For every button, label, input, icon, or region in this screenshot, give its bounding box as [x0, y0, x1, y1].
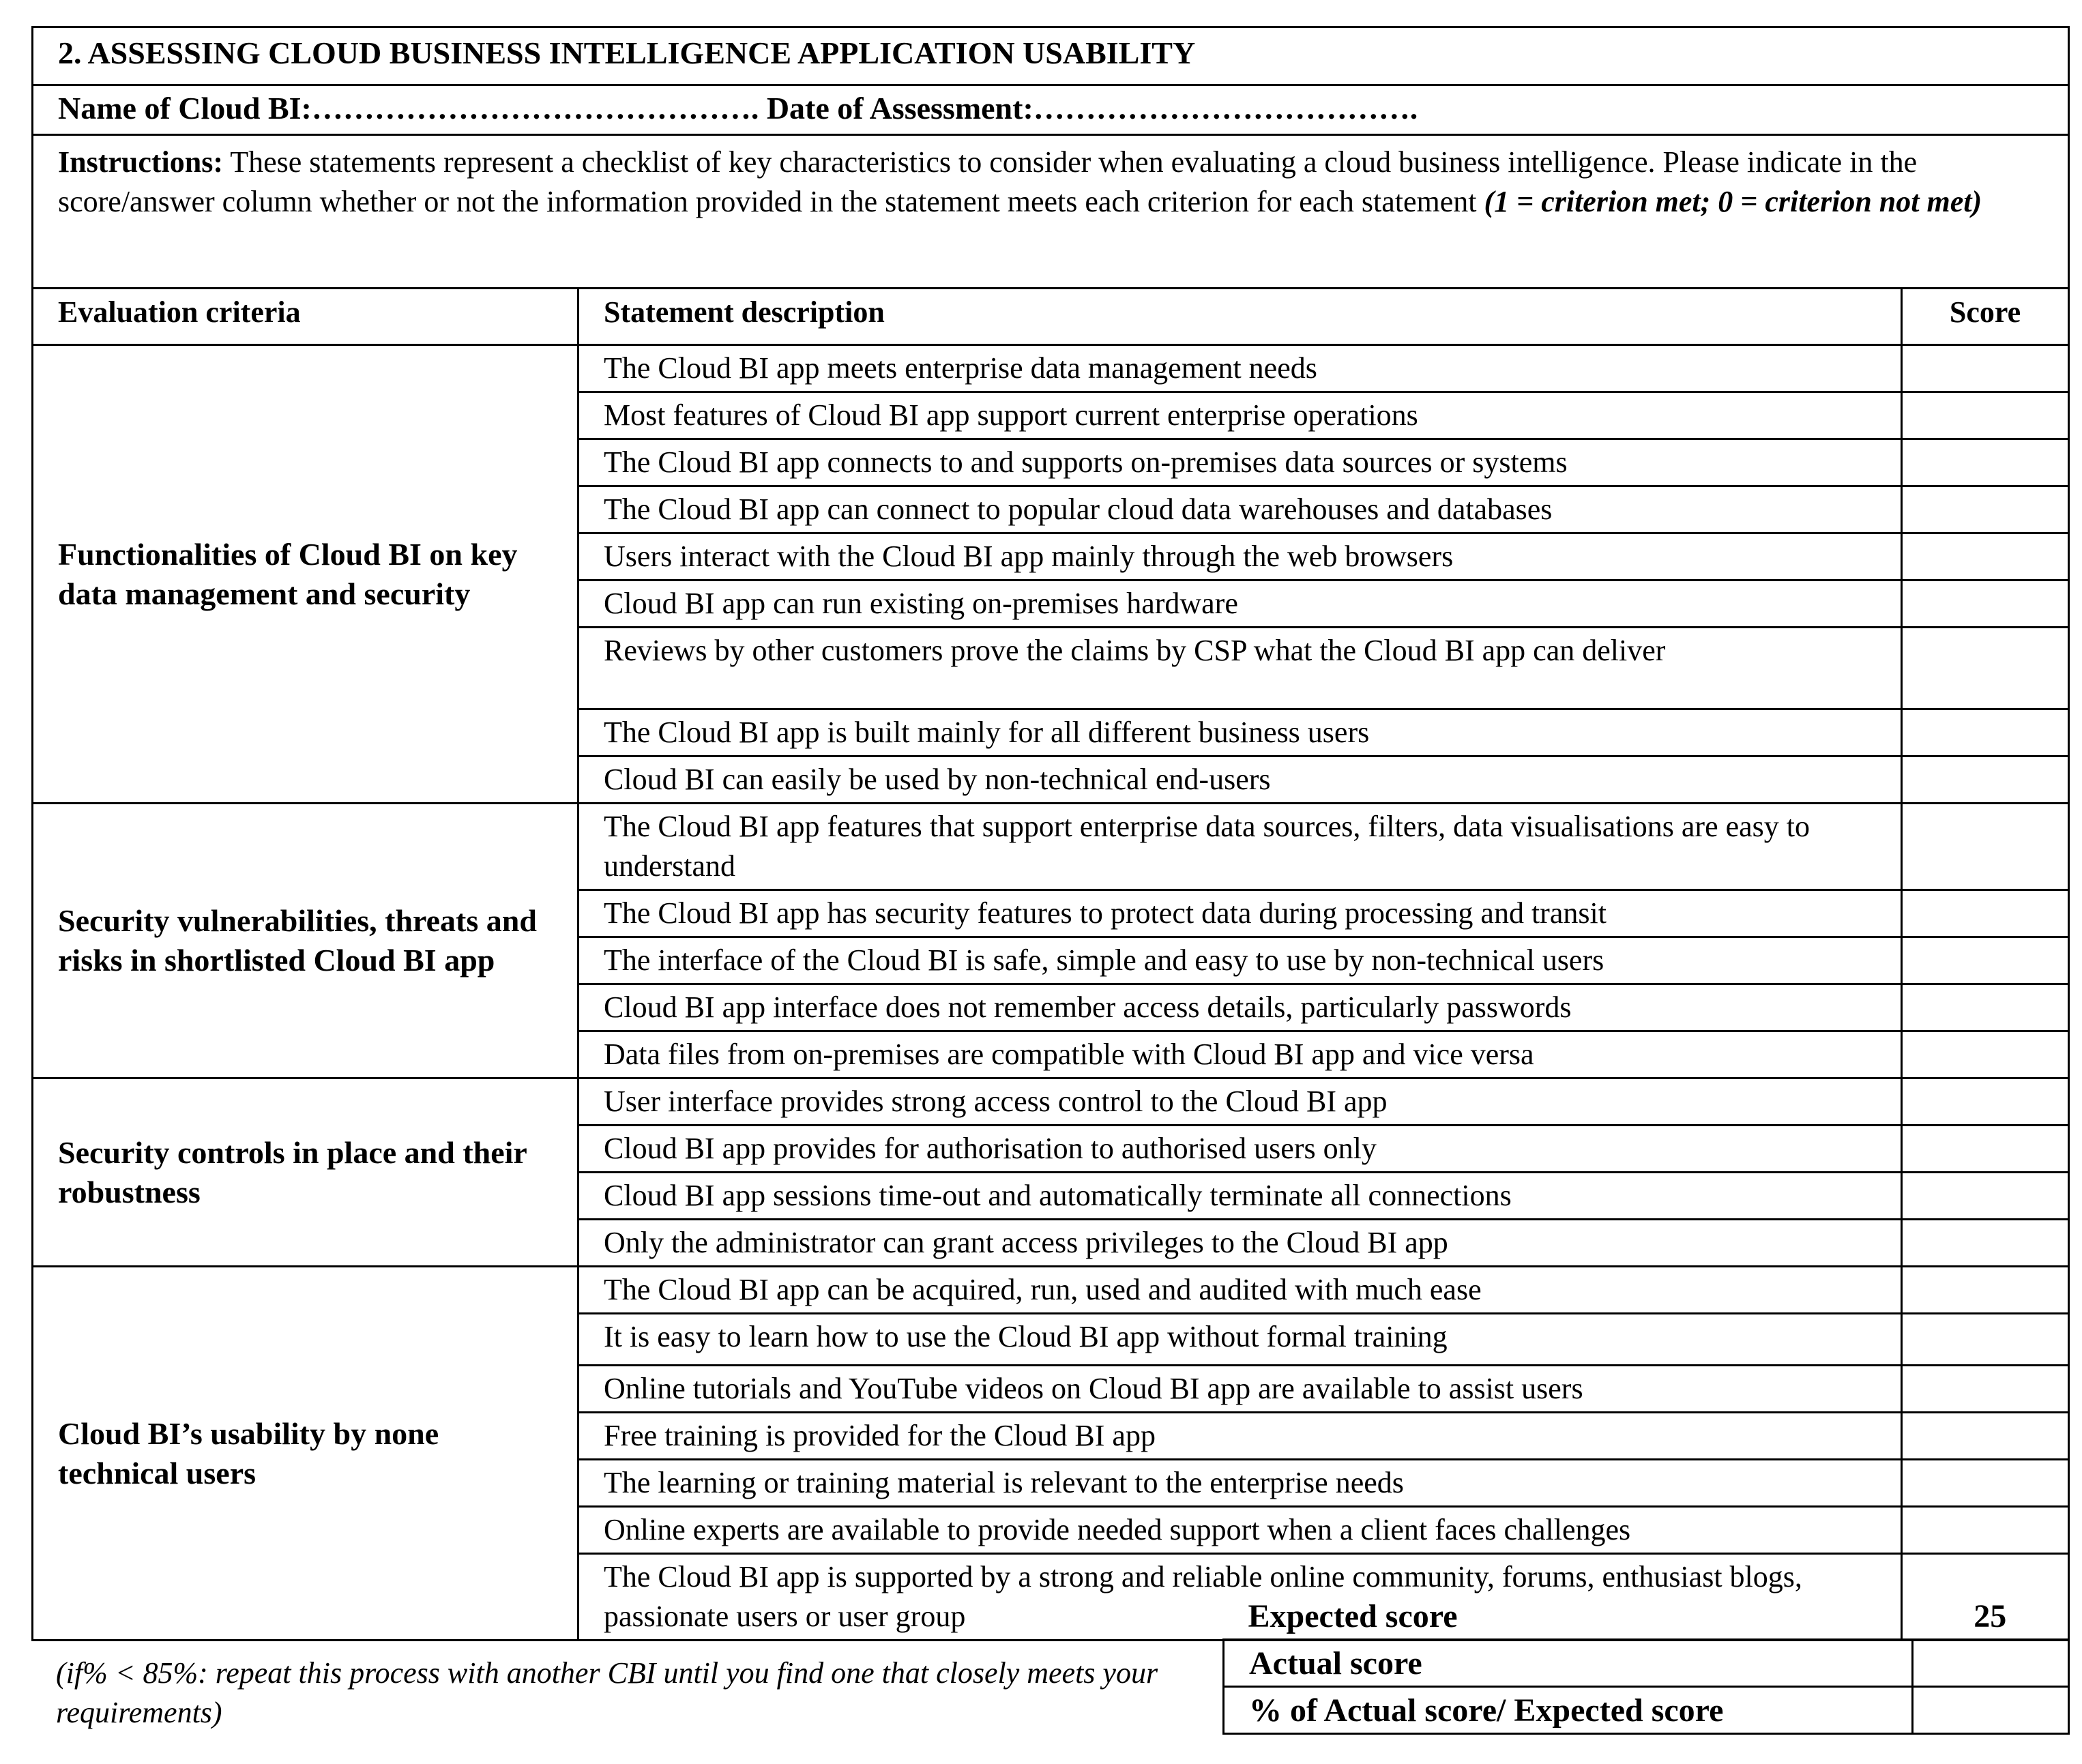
criterion-cell: Security controls in place and their robustness [33, 1078, 578, 1267]
statement-cell: Free training is provided for the Cloud BI app [578, 1413, 1902, 1460]
score-input-cell[interactable] [1902, 709, 2069, 756]
score-input-cell[interactable] [1902, 1031, 2069, 1078]
statement-cell: It is easy to learn how to use the Cloud BI app without formal training [578, 1314, 1902, 1366]
statement-cell: Reviews by other customers prove the claims by CSP what the Cloud BI app can deliver [578, 628, 1902, 709]
score-input-cell[interactable] [1902, 1413, 2069, 1460]
statement-cell: The Cloud BI app is supported by a strong and reliable online community, forums, enthusiast blogs, passionate users or user group [578, 1554, 1902, 1641]
assessment-form [31, 26, 2068, 1641]
score-input-cell[interactable] [1902, 392, 2069, 439]
assessment-table [31, 26, 2070, 1641]
percent-score-label: % of Actual score/ Expected score [1224, 1687, 1913, 1734]
score-input-cell[interactable] [1902, 1314, 2069, 1366]
statement-cell: The interface of the Cloud BI is safe, simple and easy to use by non-technical users [578, 937, 1902, 984]
column-header-row [33, 289, 2069, 345]
header-statement-description: Statement description [578, 289, 1902, 345]
criterion-cell: Security vulnerabilities, threats and risks in shortlisted Cloud BI app [33, 804, 578, 1078]
score-input-cell[interactable] [1902, 628, 2069, 709]
statement-cell: Cloud BI app sessions time-out and automatically terminate all connections [578, 1173, 1902, 1220]
score-input-cell[interactable] [1902, 1267, 2069, 1314]
criterion-cell: Functionalities of Cloud BI on key data management and security [33, 345, 578, 804]
score-input-cell[interactable] [1902, 533, 2069, 580]
table-row [33, 345, 2069, 392]
score-input-cell[interactable] [1902, 756, 2069, 804]
score-input-cell[interactable] [1902, 1507, 2069, 1554]
criterion-cell: Cloud BI’s usability by none technical users [33, 1267, 578, 1641]
score-input-cell[interactable] [1902, 439, 2069, 486]
statement-cell: The Cloud BI app can connect to popular cloud data warehouses and databases [578, 486, 1902, 533]
statement-cell: The Cloud BI app has security features to protect data during processing and transit [578, 890, 1902, 937]
score-input-cell[interactable] [1902, 1220, 2069, 1267]
instructions-text: These statements represent a checklist of key characteristics to consider when evaluating a cloud business intelligence. Please indicate in the score/answer column whether or not the information provided in the statement meets each criterion for each statement [58, 145, 1918, 218]
statement-cell: Cloud BI app interface does not remember access details, particularly passwords [578, 984, 1902, 1031]
statement-cell: The Cloud BI app can be acquired, run, used and audited with much ease [578, 1267, 1902, 1314]
statement-cell: User interface provides strong access control to the Cloud BI app [578, 1078, 1902, 1126]
table-row [33, 1267, 2069, 1314]
statement-cell: The Cloud BI app meets enterprise data management needs [578, 345, 1902, 392]
score-input-cell[interactable] [1902, 580, 2069, 628]
score-input-cell[interactable] [1902, 345, 2069, 392]
score-input-cell[interactable] [1902, 1366, 2069, 1413]
form-title: 2. ASSESSING CLOUD BUSINESS INTELLIGENCE APPLICATION USABILITY [33, 27, 2069, 85]
score-input-cell[interactable] [1902, 486, 2069, 533]
score-input-cell[interactable] [1902, 1126, 2069, 1173]
instructions-scoring-note: (1 = criterion met; 0 = criterion not met) [1484, 185, 1982, 218]
instructions [33, 135, 2069, 289]
score-summary [31, 1593, 2068, 1750]
expected-score-row [1224, 1593, 2069, 1640]
score-input-cell[interactable] [1902, 890, 2069, 937]
statement-cell: Only the administrator can grant access privileges to the Cloud BI app [578, 1220, 1902, 1267]
score-input-cell[interactable] [1902, 1460, 2069, 1507]
actual-score-row [1224, 1640, 2069, 1687]
header-score: Score [1902, 289, 2069, 345]
statement-cell: Cloud BI app provides for authorisation to authorised users only [578, 1126, 1902, 1173]
score-input-cell[interactable] [1902, 1078, 2069, 1126]
percent-score-input[interactable] [1913, 1687, 2069, 1734]
actual-score-input[interactable] [1913, 1640, 2069, 1687]
score-input-cell[interactable] [1902, 984, 2069, 1031]
table-row [33, 1078, 2069, 1126]
statement-cell: Online experts are available to provide needed support when a client faces challenges [578, 1507, 1902, 1554]
statement-cell: Cloud BI app can run existing on-premises hardware [578, 580, 1902, 628]
table-row [33, 804, 2069, 890]
statement-cell: The Cloud BI app is built mainly for all different business users [578, 709, 1902, 756]
header-evaluation-criteria: Evaluation criteria [33, 289, 578, 345]
expected-score-label: Expected score [1248, 1598, 1458, 1634]
statement-cell: Cloud BI can easily be used by non-technical end-users [578, 756, 1902, 804]
score-input-cell[interactable] [1902, 804, 2069, 890]
statement-cell: Data files from on-premises are compatible with Cloud BI app and vice versa [578, 1031, 1902, 1078]
actual-score-label: Actual score [1224, 1640, 1913, 1687]
score-input-cell[interactable] [1902, 1173, 2069, 1220]
statement-cell: The Cloud BI app features that support enterprise data sources, filters, data visualisations are easy to understand [578, 804, 1902, 890]
score-input-cell[interactable] [1902, 937, 2069, 984]
expected-score-value: 25 [1913, 1593, 2069, 1640]
threshold-note: (if% < 85%: repeat this process with another CBI until you find one that closely meets your requirements) [56, 1656, 1158, 1729]
instructions-label: Instructions: [58, 145, 224, 179]
percent-score-row [1224, 1687, 2069, 1734]
statement-cell: The learning or training material is relevant to the enterprise needs [578, 1460, 1902, 1507]
totals-table [1222, 1593, 2070, 1735]
statement-cell: Users interact with the Cloud BI app mainly through the web browsers [578, 533, 1902, 580]
statement-cell: Online tutorials and YouTube videos on Cloud BI app are available to assist users [578, 1366, 1902, 1413]
statement-cell: Most features of Cloud BI app support current enterprise operations [578, 392, 1902, 439]
name-date-line: Name of Cloud BI:……………………………………. Date of Assessment:………………………………. [33, 85, 2069, 135]
statement-cell: The Cloud BI app connects to and supports on-premises data sources or systems [578, 439, 1902, 486]
